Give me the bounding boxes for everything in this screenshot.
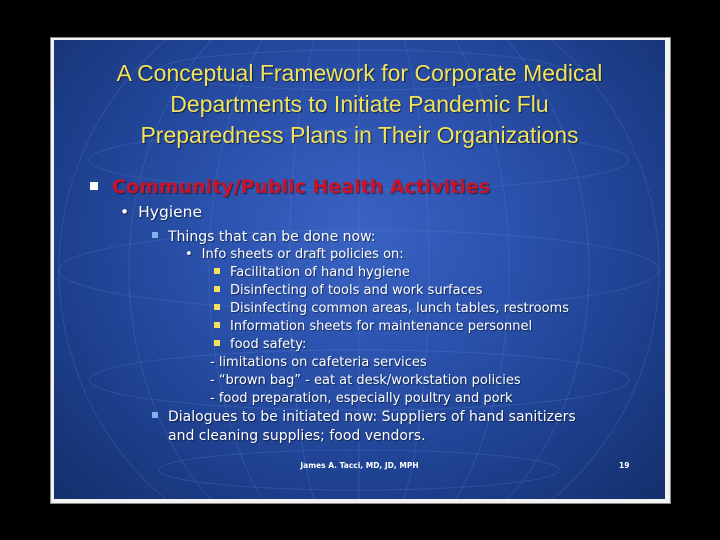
square-bullet-icon: [152, 232, 158, 238]
food-item: - limitations on cafeteria services: [210, 355, 427, 370]
info-label: [185, 247, 404, 262]
page-number: 19: [619, 461, 630, 470]
square-bullet-icon: [214, 322, 220, 328]
list-item-text: Disinfecting common areas, lunch tables, restrooms: [230, 301, 569, 316]
things-label-text: Things that can be done now:: [168, 229, 376, 245]
slide: [54, 40, 665, 499]
footer-author: James A. Tacci, MD, JD, MPH: [300, 461, 419, 470]
subheading-text: Hygiene: [138, 203, 203, 221]
list-item-text: Information sheets for maintenance personnel: [230, 319, 533, 334]
round-bullet-icon: •: [120, 203, 130, 221]
list-item: [214, 283, 482, 298]
round-bullet-icon: •: [185, 247, 193, 262]
food-item: - “brown bag” - eat at desk/workstation policies: [210, 373, 521, 388]
dialogue-line-2: and cleaning supplies; food vendors.: [168, 428, 426, 444]
list-item: [214, 319, 532, 334]
square-bullet-icon: [214, 340, 220, 346]
list-item-text: food safety:: [230, 337, 307, 352]
title-line: A Conceptual Framework for Corporate Medical: [116, 60, 603, 86]
dialogue-line: [152, 409, 576, 425]
square-bullet-icon: [90, 182, 98, 190]
title-line: Departments to Initiate Pandemic Flu: [170, 91, 549, 117]
list-item: [214, 301, 569, 316]
section-heading-text: Community/Public Health Activities: [112, 176, 491, 198]
slide-title: [54, 58, 665, 151]
square-bullet-icon: [214, 286, 220, 292]
list-item-text: Disinfecting of tools and work surfaces: [230, 283, 483, 298]
section-heading: [90, 176, 490, 198]
dialogue-text: Dialogues to be initiated now: Suppliers of hand sanitizers: [168, 409, 576, 425]
list-item: [214, 337, 306, 352]
subheading: [120, 203, 202, 221]
title-line: Preparedness Plans in Their Organizations: [140, 122, 579, 148]
info-label-text: Info sheets or draft policies on:: [201, 247, 404, 262]
food-item: - food preparation, especially poultry and pork: [210, 391, 513, 406]
list-item-text: Facilitation of hand hygiene: [230, 265, 410, 280]
square-bullet-icon: [152, 412, 158, 418]
square-bullet-icon: [214, 268, 220, 274]
things-label: [152, 229, 375, 245]
square-bullet-icon: [214, 304, 220, 310]
list-item: [214, 265, 410, 280]
